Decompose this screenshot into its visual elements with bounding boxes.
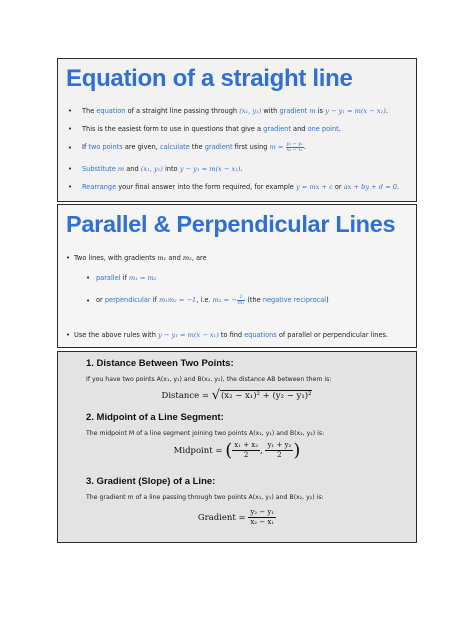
- math-m2: m₂: [182, 254, 192, 262]
- text: ): [326, 296, 329, 304]
- sqrt-icon: √: [211, 388, 220, 403]
- link-two-points[interactable]: two points: [88, 143, 123, 151]
- bullet-text: [82, 183, 399, 192]
- text: The: [82, 107, 97, 115]
- text: your final answer into the form required, for example: [116, 183, 296, 191]
- formula-label: Distance =: [161, 391, 212, 401]
- midpoint-y-fraction: [265, 441, 293, 460]
- bullet-icon: •: [68, 165, 73, 173]
- link-parallel[interactable]: parallel: [96, 274, 121, 282]
- bullet-icon: •: [68, 125, 73, 133]
- bullet-text: [82, 107, 388, 116]
- card-title: Parallel & Perpendicular Lines: [66, 211, 396, 237]
- bullet-text: [74, 254, 207, 263]
- text: of parallel or perpendicular lines.: [276, 331, 389, 339]
- text: .: [240, 165, 243, 173]
- text: if: [120, 274, 129, 282]
- text: , i.e.: [196, 296, 213, 304]
- text: .: [385, 107, 388, 115]
- text: to find: [218, 331, 245, 339]
- gradient-fraction: [286, 142, 304, 153]
- text: (the: [245, 296, 263, 304]
- section-heading-midpoint: 2. Midpoint of a Line Segment:: [86, 412, 224, 423]
- text: Two lines, with gradients: [74, 254, 158, 262]
- fraction-denominator: 2: [277, 451, 282, 459]
- math-equation: y − y₁ = m(x − x₁): [325, 107, 386, 115]
- math-m: m: [307, 107, 316, 115]
- bullet-icon: •: [68, 107, 73, 115]
- text: and: [166, 254, 183, 262]
- card-parallel-perpendicular: [57, 204, 417, 348]
- bullet-icon: •: [86, 274, 91, 282]
- fraction-denominator: 2: [243, 451, 249, 459]
- link-gradient[interactable]: gradient: [279, 107, 308, 115]
- bullet-text: [82, 165, 243, 174]
- text: .: [396, 183, 400, 191]
- fraction-numerator: y₂ − y₁: [286, 141, 303, 147]
- math-m-equals: m =: [269, 143, 284, 151]
- fraction-denominator: m₁: [237, 300, 245, 306]
- gradient-fraction: [248, 508, 276, 527]
- bullet-text: [74, 331, 388, 340]
- bullet-text: [82, 141, 306, 154]
- reciprocal-fraction: [237, 295, 245, 306]
- fraction-denominator: x₂ − x₁: [250, 518, 275, 526]
- text: If: [82, 143, 89, 151]
- bullet-icon: •: [66, 331, 71, 339]
- bullet-icon: •: [66, 254, 71, 262]
- midpoint-x-fraction: [232, 441, 260, 460]
- fraction-numerator: y₁ + y₂: [267, 441, 292, 449]
- card-coordinate-formulas: [57, 351, 417, 543]
- fraction-numerator: 1: [237, 295, 245, 301]
- text: are given,: [122, 143, 160, 151]
- card-equation-straight-line: [57, 58, 417, 202]
- section-text-distance: If you have two points A(x₁, y₁) and B(x₂, y₂), the distance AB between them is:: [86, 376, 332, 383]
- text: of a straight line passing through: [125, 107, 240, 115]
- fraction-numerator: x₁ + x₂: [234, 441, 259, 449]
- math-point: (x₁, y₁): [239, 107, 262, 115]
- bullet-icon: •: [68, 144, 73, 152]
- bullet-text: [96, 274, 156, 283]
- section-text-midpoint: The midpoint M of a line segment joining two points A(x₁, y₁) and B(x₂, y₂) is:: [86, 430, 325, 437]
- formula-body: (x₂ − x₁)² + (y₂ − y₁)²: [220, 391, 312, 401]
- card-title: Equation of a straight line: [66, 65, 353, 92]
- text: the: [189, 143, 205, 151]
- math-parallel-condition: m₁ = m₂: [128, 274, 157, 282]
- text: first using: [232, 143, 270, 151]
- right-paren-icon: ): [293, 440, 301, 461]
- text: .: [303, 143, 306, 151]
- bullet-text: [96, 293, 329, 307]
- text: into: [162, 165, 180, 173]
- link-calculate[interactable]: calculate: [159, 143, 190, 151]
- formula-label: Midpoint =: [173, 446, 226, 456]
- text: if: [150, 296, 159, 304]
- math-equation: y − y₁ = m(x − x₁): [158, 331, 219, 339]
- link-gradient[interactable]: gradient: [204, 143, 233, 151]
- link-negative-reciprocal[interactable]: negative reciprocal: [262, 296, 327, 304]
- text: This is the easiest form to use in questions that give a: [82, 125, 264, 133]
- link-equation[interactable]: equation: [96, 107, 126, 115]
- link-one-point[interactable]: one point: [307, 125, 339, 133]
- formula-label: Gradient =: [197, 513, 249, 523]
- text: and: [290, 125, 308, 133]
- math-general-form: ax + by + d = 0: [343, 183, 397, 191]
- link-perpendicular[interactable]: perpendicular: [104, 296, 151, 304]
- separator: ,: [260, 446, 263, 456]
- math-m2-equals: m₂ = −: [212, 296, 237, 304]
- math-m1: m₁: [157, 254, 167, 262]
- fraction-denominator: x₂ − x₁: [286, 147, 303, 153]
- math-point: (x₁, y₁): [140, 165, 163, 173]
- link-rearrange[interactable]: Rearrange: [82, 183, 117, 191]
- link-substitute[interactable]: Substitute: [82, 165, 116, 173]
- math-m: m: [115, 165, 125, 173]
- math-equation: y − y₁ = m(x − x₁): [179, 165, 241, 173]
- text: and: [124, 165, 141, 173]
- section-text-gradient: The gradient m of a line passing through two points A(x₁, y₁) and B(x₂, y₂) is:: [86, 494, 324, 501]
- section-heading-distance: 1. Distance Between Two Points:: [86, 358, 234, 369]
- link-gradient[interactable]: gradient: [263, 125, 291, 133]
- bullet-icon: •: [68, 183, 73, 191]
- section-heading-gradient: 3. Gradient (Slope) of a Line:: [86, 476, 216, 487]
- text: , are: [191, 254, 207, 262]
- math-perpendicular-condition: m₁m₂ = −1: [158, 296, 197, 304]
- text: Use the above rules with: [74, 331, 159, 339]
- link-equations[interactable]: equations: [244, 331, 277, 339]
- text: or: [332, 183, 344, 191]
- bullet-text: [82, 125, 341, 134]
- left-paren-icon: (: [225, 440, 233, 461]
- formula-midpoint: [58, 440, 416, 461]
- formula-gradient: [58, 508, 416, 527]
- text: is: [315, 107, 326, 115]
- text: .: [338, 125, 341, 133]
- formula-distance: [58, 388, 416, 403]
- text: with: [261, 107, 280, 115]
- text: or: [96, 296, 105, 304]
- fraction-numerator: y₂ − y₁: [250, 508, 275, 516]
- bullet-icon: •: [86, 297, 91, 305]
- math-slope-intercept: y = mx + c: [295, 183, 333, 191]
